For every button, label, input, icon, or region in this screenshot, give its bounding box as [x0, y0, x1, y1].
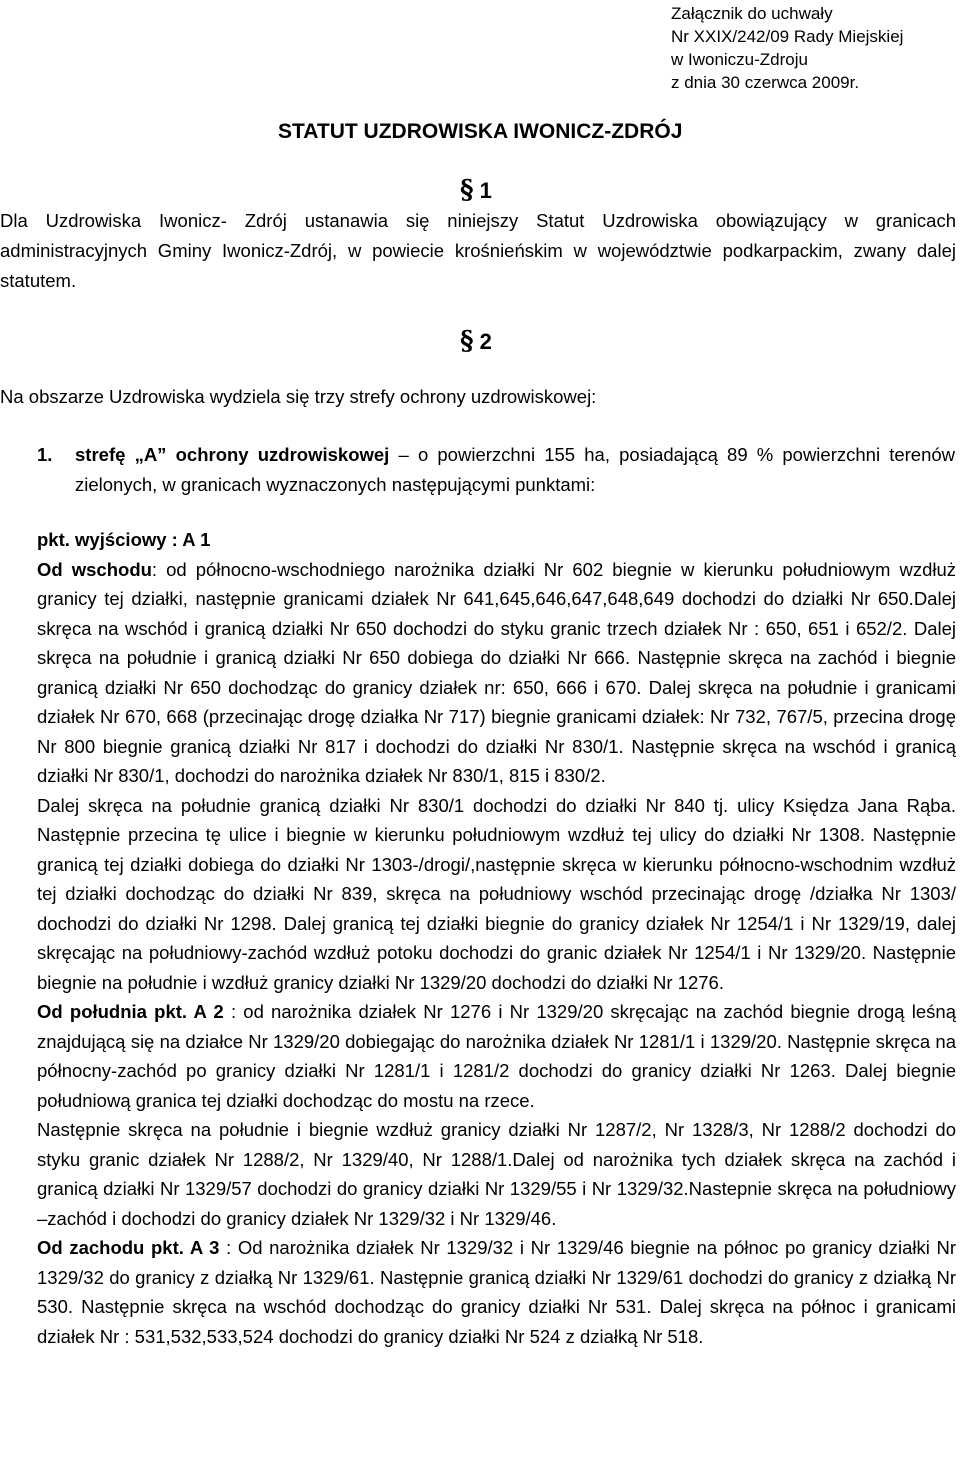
zone-text: – o powierzchni 155 ha, posiadającą 89 % powierzchni terenów zielonych, w granicach wyznaczonych następującymi punktami: [75, 444, 956, 495]
section-symbol: § [460, 175, 474, 205]
annex-line: Nr XXIX/242/09 Rady Miejskiej [671, 27, 904, 46]
west-label: Od zachodu pkt. A 3 [37, 1237, 220, 1258]
annex-line: w Iwoniczu-Zdroju [671, 50, 808, 69]
east-label: Od wschodu [37, 558, 152, 580]
section-1-text: Dla Uzdrowiska Iwonicz- Zdrój ustanawia się niniejszy Statut Uzdrowiska obowiązujący w granicach administracyjnych Gminy Iwonicz-Zdrój, w powiecie krośnieńskim w województwie podkarpackim, zwany dalej statutem. [0, 210, 956, 291]
south-label: Od południa pkt. A 2 [37, 1001, 224, 1022]
zone-name-letter: „A” [134, 444, 167, 465]
section-1-heading [460, 175, 492, 205]
annex-line: Załącznik do uchwały [671, 4, 833, 23]
south-paragraph-2: Następnie skręca na południe i biegnie wzdłuż granicy działki Nr 1287/2, Nr 1328/3, Nr 1288/2 dochodzi do styku granic działek Nr 1288/2, Nr 1329/40, Nr 1288/1.Dalej od narożnika tych działek skręca na zachód i granicą działki Nr 1329/57 dochodzi do granicy działki Nr 1329/55 i Nr 1329/32.Nastepnie skręca na południowy –zachód i dochodzi do granicy działek Nr 1329/32 i Nr 1329/46. [37, 1119, 956, 1229]
south-paragraph [37, 997, 956, 1115]
section-2-intro: Na obszarze Uzdrowiska wydziela się trzy strefy ochrony uzdrowiskowej: [0, 386, 597, 407]
zone-description [75, 440, 955, 500]
section-symbol: § [460, 326, 474, 356]
south-text: : od narożnika działek Nr 1276 i Nr 1329/20 skręcając na zachód biegnie drogą leśną znajdującą się na działce Nr 1329/20 dobiegając do narożnika działek Nr 1281/1 i 1329/20. Następnie skręca na północny-zachód po granicy działki Nr 1281/1 i 1281/2 dochodzi do granicy działki Nr 1263. Dalej biegnie południową granica tej działki dochodząc do mostu na rzece. [37, 1001, 957, 1111]
section-number: 1 [479, 178, 492, 203]
section-2-heading [460, 326, 492, 356]
zone-number: 1. [37, 444, 53, 465]
document-title: STATUT UZDROWISKA IWONICZ-ZDRÓJ [278, 120, 683, 143]
start-point-text: pkt. wyjściowy : A 1 [37, 529, 211, 550]
annex-line: z dnia 30 czerwca 2009r. [671, 73, 860, 92]
start-point-label [37, 525, 956, 555]
east-text: : od północno-wschodniego narożnika działki Nr 602 biegnie w kierunku południowym wzdłuż granicy tej działki, następnie granicami działek Nr 641,645,646,647,648,649 dochodzi do działki Nr 650.Dalej skręca na wschód i granicą działki Nr 650 dochodzi do styku granic trzech działek Nr : 650, 651 i 652/2. Dalej skręca na południe i granicą działki Nr 650 dobiega do działki Nr 666. Następnie skręca na zachód i biegnie granicą działki Nr 650 dochodząc do granicy działek nr: 650, 666 i 670. Dalej skręca na południe i granicami działek Nr 670, 668 (przecinając drogę działka Nr 717) biegnie granicami działek: Nr 732, 767/5, przecina drogę Nr 800 biegnie granicą działki Nr 817 i dochodzi do działki Nr 830/1. Następnie skręca na wschód i granicą działki Nr 830/1, dochodzi do narożnika działek Nr 830/1, 815 i 830/2. [37, 558, 957, 786]
east-paragraph [37, 555, 956, 791]
zone-name-tail: ochrony uzdrowiskowej [175, 444, 390, 465]
boundary-description [37, 525, 956, 1351]
section-number: 2 [479, 329, 492, 354]
west-paragraph [37, 1233, 956, 1351]
zone-name-lead: strefę [75, 444, 126, 465]
west-text: : Od narożnika działek Nr 1329/32 i Nr 1329/46 biegnie na północ po granicy działki Nr 1329/32 do granicy z działką Nr 1329/61. Następnie granicą działki Nr 1329/61 dochodzi do granicy z działką Nr 530. Następnie skręca na wschód dochodząc do granicy działki Nr 531. Dalej skręca na północ i granicami działek Nr : 531,532,533,524 dochodzi do granicy działki Nr 524 z działką Nr 518. [37, 1237, 956, 1347]
annex-note [671, 2, 903, 94]
east-paragraph-2: Dalej skręca na południe granicą działki Nr 830/1 dochodzi do działki Nr 840 tj. ulicy Księdza Jana Rąba. Następnie przecina tę ulice i biegnie w kierunku południowym wzdłuż tej ulicy do działki Nr 1308. Następnie granicą tej działki dobiega do działki Nr 1303-/drogi/,następnie skręca w kierunku północno-wschodnim wzdłuż tej działki dochodząc do działki Nr 839, skręca na południowy wschód przecinając drogę /działka Nr 1303/ dochodzi do działki Nr 1298. Dalej granicą tej działki biegnie do granicy działek Nr 1254/1 i Nr 1329/19, dalej skręcając na południowy-zachód wzdłuż potoku dochodzi do granic działek Nr 1254/1 i Nr 1329/20. Następnie biegnie na południe i wzdłuż granicy działki Nr 1329/20 dochodzi do działki Nr 1276. [37, 794, 956, 993]
